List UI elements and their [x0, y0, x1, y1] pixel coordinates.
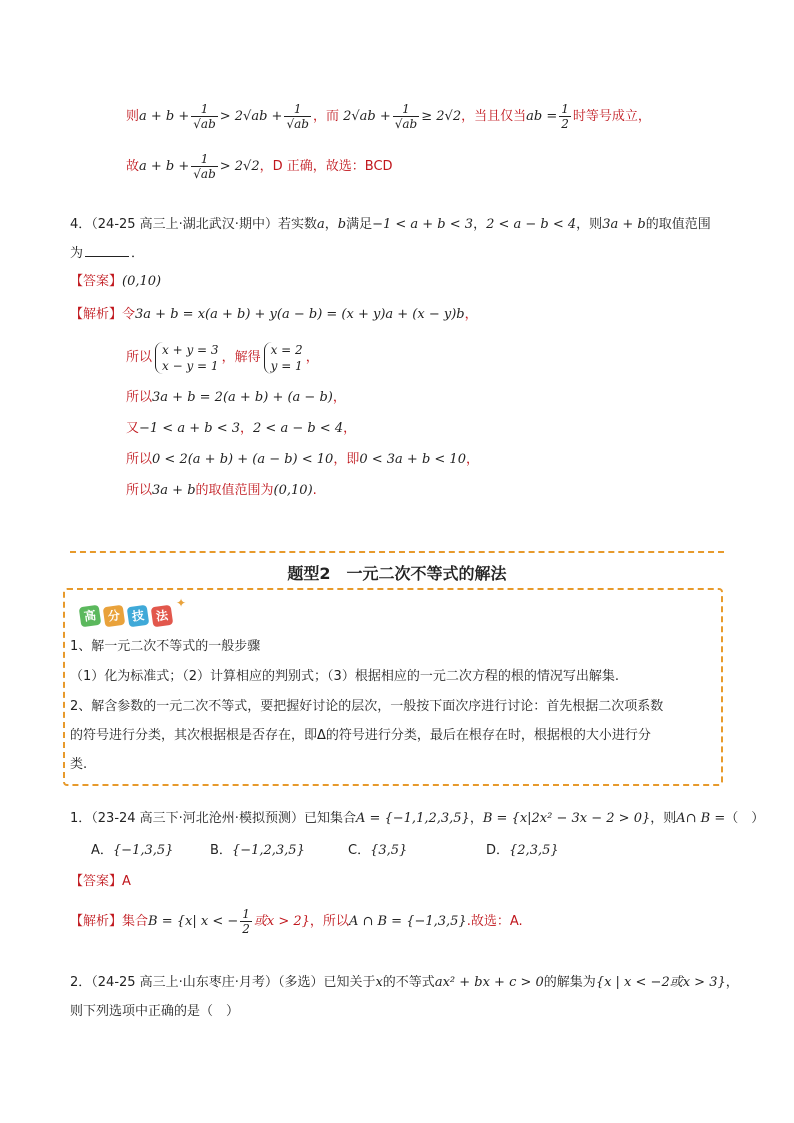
text: ，解得: [221, 350, 261, 365]
badge-fen: 分: [103, 605, 126, 628]
text: 2．（24-25 高三上·山东枣庄·月考）（多选）已知关于: [70, 975, 376, 990]
q4-stem: [70, 215, 711, 235]
text: ，: [343, 421, 357, 436]
q4-analysis-5: [126, 450, 479, 470]
tip-line-5: 类.: [70, 757, 88, 772]
math: ≥ 2√2: [421, 109, 462, 124]
text: ，: [469, 811, 483, 826]
text: 集合: [122, 914, 149, 929]
q1-option-a[interactable]: [91, 841, 173, 861]
text: 所以: [126, 390, 153, 405]
math: a + b +: [139, 159, 190, 174]
numerator: 1: [561, 102, 569, 116]
text: ，则: [576, 217, 603, 232]
q2-stem-2: 则下列选项中正确的是（ ）: [70, 1004, 240, 1019]
text: 所以: [126, 452, 153, 467]
math: > 2√ab +: [219, 109, 283, 124]
text: ．: [131, 246, 145, 261]
text: 时等号成立，: [572, 109, 651, 124]
answer-tag: 【答案】: [70, 274, 123, 289]
q1-stem: [70, 809, 764, 829]
denominator: √ab: [193, 167, 216, 181]
badge-gao: 高: [79, 605, 102, 628]
q2-stem: [70, 973, 739, 993]
text: （ ）: [725, 811, 765, 826]
q1-option-c[interactable]: [348, 841, 407, 861]
text: ，而: [312, 109, 339, 124]
text: ，: [464, 307, 478, 322]
numerator: 1: [191, 152, 217, 167]
fraction: [191, 102, 217, 131]
math: 2 < a − b < 4: [253, 421, 344, 436]
math: 3a + b: [602, 217, 646, 232]
math: 0 < 3a + b < 10: [359, 452, 466, 467]
tip-line-3: 2、解含参数的一元二次不等式，要把握好讨论的层次，一般按下面次序进行讨论：首先根据二次项系数: [70, 699, 664, 714]
denominator: 2: [561, 117, 569, 131]
math: 2 < a − b < 4: [486, 217, 577, 232]
math: b: [337, 217, 347, 232]
option-label: C．: [348, 843, 371, 858]
math: B = {x|2x² − 3x − 2 > 0}: [482, 811, 651, 826]
option-value: {−1,2,3,5}: [231, 843, 305, 858]
top-line-2: [126, 152, 393, 181]
text: ，: [240, 421, 254, 436]
fraction: [393, 102, 419, 131]
q4-stem-2: [70, 242, 144, 264]
tip-line-1: 1、解一元二次不等式的一般步骤: [70, 639, 261, 654]
option-label: A．: [91, 843, 113, 858]
text: 所以: [126, 483, 153, 498]
equation: x + y = 3: [162, 342, 219, 357]
numerator: 1: [242, 907, 250, 921]
q1-analysis: [70, 907, 523, 936]
fraction: [191, 152, 217, 181]
math: a + b +: [139, 109, 190, 124]
tip-line-2: （1）化为标准式；（2）计算相应的判别式；（3）根据相应的一元二次方程的根的情况写出解集.: [70, 669, 619, 684]
text: ，则: [650, 811, 677, 826]
equation: x = 2: [270, 342, 303, 357]
text: ，当且仅当: [461, 109, 527, 124]
equation-system: [155, 342, 219, 374]
text: ，: [473, 217, 487, 232]
q4-answer: [70, 272, 161, 292]
equation-system: [264, 342, 303, 374]
text: 所以: [126, 350, 153, 365]
option-value: {3,5}: [370, 843, 408, 858]
math: 0 < 2(a + b) + (a − b) < 10: [152, 452, 334, 467]
text: 的不等式: [382, 975, 435, 990]
answer-value: A: [122, 874, 131, 889]
numerator: 1: [284, 102, 310, 117]
math: −1 < a + b < 3: [139, 421, 240, 436]
math: ab =: [526, 109, 558, 124]
math: B = {x| x < −: [148, 914, 239, 929]
text: ，: [324, 217, 338, 232]
math: A = {−1,1,2,3,5}: [355, 811, 470, 826]
text: 1．（23-24 高三下·河北沧州·模拟预测）已知集合: [70, 811, 356, 826]
math: 3a + b: [152, 483, 196, 498]
tip-line-4: 的符号进行分类，其次根据根是否存在，即Δ的符号进行分类，最后在根存在时，根据根的大小进行分: [70, 728, 651, 743]
text: ，所以: [309, 914, 349, 929]
q4-analysis-6: [126, 481, 317, 501]
numerator: 1: [393, 102, 419, 117]
denominator: √ab: [286, 117, 309, 131]
q1-option-d[interactable]: [486, 841, 559, 861]
q4-analysis-4: [126, 419, 356, 439]
q4-analysis-3: [126, 388, 346, 408]
text: ，: [305, 350, 319, 365]
math: ax² + bx + c > 0: [434, 975, 544, 990]
badge-fa: 法: [151, 605, 174, 628]
option-value: {−1,3,5}: [112, 843, 174, 858]
answer-tag: 【答案】: [70, 874, 123, 889]
option-value: {2,3,5}: [509, 843, 559, 858]
text: .: [312, 483, 317, 498]
math: 或x > 2}: [253, 914, 310, 929]
option-label: B．: [210, 843, 232, 858]
text: ，: [332, 390, 346, 405]
section-title: 题型2 一元二次不等式的解法: [287, 564, 507, 583]
text: .故选：A.: [466, 914, 523, 929]
text: 的取值范围为: [195, 483, 274, 498]
text: 4．（24-25 高三上·湖北武汉·期中）若实数: [70, 217, 317, 232]
denominator: √ab: [193, 117, 216, 131]
text: 的解集为: [543, 975, 596, 990]
math: −1 < a + b < 3: [372, 217, 474, 232]
math: x: [375, 975, 383, 990]
analysis-tag: 【解析】: [70, 914, 123, 929]
option-label: D．: [486, 843, 510, 858]
badge-ji: 技: [127, 605, 150, 628]
q1-option-b[interactable]: [210, 841, 305, 861]
text: 则: [126, 109, 140, 124]
section-divider-top: [70, 551, 724, 553]
math: 3a + b = x(a + b) + y(a − b) = (x + y)a + (x − y)b: [135, 307, 465, 322]
denominator: 2: [242, 922, 250, 936]
math: (0,10): [273, 483, 313, 498]
text: 令: [122, 307, 136, 322]
q4-analysis-2: [126, 340, 319, 376]
denominator: √ab: [394, 117, 418, 131]
text: ，D 正确，故选：BCD: [259, 159, 393, 174]
equation: y = 1: [270, 358, 303, 373]
text: 故: [126, 159, 140, 174]
numerator: 1: [191, 102, 217, 117]
math: 3a + b = 2(a + b) + (a − b): [152, 390, 333, 405]
text: 的取值范围: [645, 217, 711, 232]
text: 满足: [346, 217, 373, 232]
equation: x − y = 1: [162, 358, 219, 373]
sparkle-icon: ✦: [176, 596, 187, 610]
text: ，: [465, 452, 479, 467]
math: A ∩ B = {−1,3,5}: [348, 914, 467, 929]
text: 又: [126, 421, 140, 436]
text: ，即: [333, 452, 360, 467]
fraction: [240, 907, 252, 936]
math: {x | x < −2或x > 3}: [595, 975, 726, 990]
q1-answer: [70, 872, 131, 892]
math: 2√ab +: [343, 109, 391, 124]
answer-value: (0,10): [122, 274, 162, 289]
text: 为: [70, 246, 84, 261]
top-line-1: [126, 102, 651, 131]
answer-blank: [85, 242, 129, 257]
q4-analysis-1: [70, 305, 478, 325]
math: A∩ B =: [676, 811, 726, 826]
analysis-tag: 【解析】: [70, 307, 123, 322]
math: a: [316, 217, 325, 232]
math: > 2√2: [219, 159, 260, 174]
fraction: [284, 102, 310, 131]
text: ，: [725, 975, 739, 990]
fraction: [559, 102, 571, 131]
